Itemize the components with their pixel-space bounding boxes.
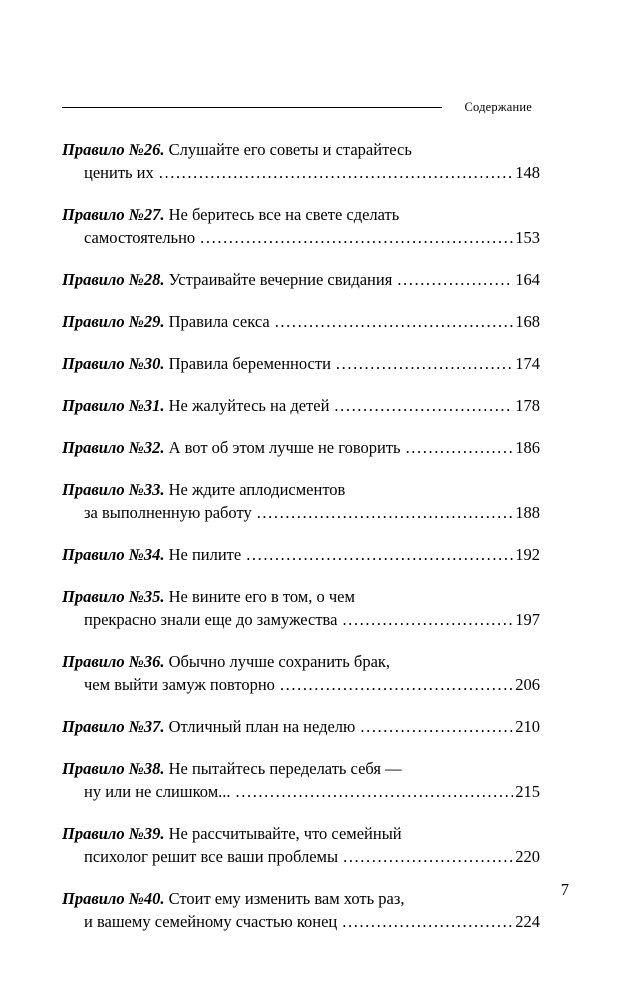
toc-entry-line bbox=[62, 478, 540, 501]
toc-entry-title-cont: прекрасно знали еще до замужества bbox=[84, 610, 338, 629]
toc-entry-title-cont: за выполненную работу bbox=[84, 503, 252, 522]
toc-leader-dots bbox=[334, 394, 513, 417]
toc-leader-dots bbox=[406, 436, 514, 459]
toc-entry-line bbox=[62, 394, 540, 417]
toc-entry-line bbox=[62, 887, 540, 910]
toc-entry-title: А вот об этом лучше не говорить bbox=[164, 438, 401, 457]
table-of-contents bbox=[62, 138, 540, 952]
toc-entry[interactable] bbox=[62, 203, 540, 249]
toc-entry[interactable] bbox=[62, 310, 540, 333]
toc-entry[interactable] bbox=[62, 650, 540, 696]
toc-entry-title-cont: ценить их bbox=[84, 163, 154, 182]
toc-entry-page-number: 174 bbox=[515, 354, 540, 373]
toc-leader-dots bbox=[397, 268, 513, 291]
toc-entry[interactable] bbox=[62, 394, 540, 417]
toc-leader-dots bbox=[280, 673, 513, 696]
toc-leader-dots bbox=[275, 310, 514, 333]
toc-entry-rule-label: Правило №32. bbox=[62, 438, 165, 457]
toc-entry-page-number: 210 bbox=[515, 717, 540, 736]
toc-entry-title: Правила секса bbox=[164, 312, 270, 331]
toc-entry-title: Отличный план на неделю bbox=[164, 717, 356, 736]
toc-leader-dots bbox=[360, 715, 513, 738]
toc-entry-title-cont: психолог решит все ваши проблемы bbox=[84, 847, 339, 866]
header-rule bbox=[62, 107, 442, 108]
toc-entry-line bbox=[62, 203, 540, 226]
toc-entry-page-number: 178 bbox=[515, 396, 540, 415]
toc-entry-rule-label: Правило №34. bbox=[62, 545, 165, 564]
toc-entry-title: Не вините его в том, о чем bbox=[164, 587, 355, 606]
toc-entry-rule-label: Правило №36. bbox=[62, 652, 165, 671]
toc-entry[interactable] bbox=[62, 757, 540, 803]
toc-entry-line bbox=[62, 436, 540, 459]
toc-entry-title: Не беритесь все на свете сделать bbox=[164, 205, 400, 224]
toc-entry-title: Обычно лучше сохранить брак, bbox=[164, 652, 391, 671]
toc-entry-line bbox=[62, 585, 540, 608]
toc-entry[interactable] bbox=[62, 138, 540, 184]
toc-entry-page-number: 168 bbox=[515, 312, 540, 331]
toc-entry-page-number: 215 bbox=[515, 782, 540, 801]
toc-entry-line bbox=[62, 673, 540, 696]
toc-entry-title-cont: и вашему семейному счастью конец bbox=[84, 912, 338, 931]
toc-entry-line bbox=[62, 501, 540, 524]
toc-entry-rule-label: Правило №31. bbox=[62, 396, 165, 415]
toc-entry-line bbox=[62, 822, 540, 845]
toc-leader-dots bbox=[257, 501, 514, 524]
toc-leader-dots bbox=[159, 161, 513, 184]
toc-entry[interactable] bbox=[62, 268, 540, 291]
toc-entry-title: Стоит ему изменить вам хоть раз, bbox=[164, 889, 405, 908]
toc-entry[interactable] bbox=[62, 822, 540, 868]
toc-entry[interactable] bbox=[62, 352, 540, 375]
toc-entry-title-cont: чем выйти замуж повторно bbox=[84, 675, 275, 694]
toc-leader-dots bbox=[246, 543, 513, 566]
toc-entry-line bbox=[62, 650, 540, 673]
toc-entry-line bbox=[62, 543, 540, 566]
toc-entry-page-number: 164 bbox=[515, 270, 540, 289]
toc-entry-line bbox=[62, 757, 540, 780]
toc-entry-title: Не рассчитывайте, что семейный bbox=[164, 824, 402, 843]
header-title: Содержание bbox=[464, 100, 532, 114]
toc-entry-title: Правила беременности bbox=[164, 354, 331, 373]
toc-entry-rule-label: Правило №30. bbox=[62, 354, 165, 373]
toc-entry-rule-label: Правило №33. bbox=[62, 480, 165, 499]
toc-entry-title: Слушайте его советы и старайтесь bbox=[164, 140, 412, 159]
toc-entry-page-number: 188 bbox=[515, 503, 540, 522]
toc-entry-line bbox=[62, 310, 540, 333]
toc-leader-dots bbox=[342, 910, 513, 933]
toc-entry[interactable] bbox=[62, 543, 540, 566]
toc-entry-line bbox=[62, 138, 540, 161]
toc-entry-rule-label: Правило №26. bbox=[62, 140, 165, 159]
toc-entry-page-number: 220 bbox=[515, 847, 540, 866]
toc-entry[interactable] bbox=[62, 715, 540, 738]
toc-entry-line bbox=[62, 268, 540, 291]
toc-entry-page-number: 153 bbox=[515, 228, 540, 247]
toc-entry-rule-label: Правило №28. bbox=[62, 270, 165, 289]
toc-entry-line bbox=[62, 608, 540, 631]
toc-entry-title: Не пытайтесь переделать себя — bbox=[164, 759, 402, 778]
toc-leader-dots bbox=[342, 608, 513, 631]
toc-entry-title: Не ждите аплодисментов bbox=[164, 480, 346, 499]
toc-entry-rule-label: Правило №38. bbox=[62, 759, 165, 778]
toc-entry[interactable] bbox=[62, 436, 540, 459]
toc-entry-line bbox=[62, 780, 540, 803]
toc-entry-page-number: 206 bbox=[515, 675, 540, 694]
toc-entry-page-number: 224 bbox=[515, 912, 540, 931]
toc-entry-rule-label: Правило №37. bbox=[62, 717, 165, 736]
page-number: 7 bbox=[560, 880, 569, 899]
toc-entry-rule-label: Правило №29. bbox=[62, 312, 165, 331]
toc-leader-dots bbox=[336, 352, 513, 375]
toc-entry-line bbox=[62, 226, 540, 249]
toc-leader-dots bbox=[200, 226, 513, 249]
toc-entry-line bbox=[62, 910, 540, 933]
toc-entry-page-number: 192 bbox=[515, 545, 540, 564]
toc-entry-page-number: 148 bbox=[515, 163, 540, 182]
toc-entry-line bbox=[62, 715, 540, 738]
toc-entry-title-cont: самостоятельно bbox=[84, 228, 196, 247]
toc-entry[interactable] bbox=[62, 585, 540, 631]
toc-entry-rule-label: Правило №39. bbox=[62, 824, 165, 843]
toc-leader-dots bbox=[236, 780, 514, 803]
toc-leader-dots bbox=[343, 845, 513, 868]
toc-entry[interactable] bbox=[62, 478, 540, 524]
toc-entry-line bbox=[62, 352, 540, 375]
toc-entry-title: Устраивайте вечерние свидания bbox=[164, 270, 393, 289]
toc-entry-line bbox=[62, 161, 540, 184]
toc-entry-rule-label: Правило №35. bbox=[62, 587, 165, 606]
toc-entry-page-number: 197 bbox=[515, 610, 540, 629]
toc-entry-rule-label: Правило №27. bbox=[62, 205, 165, 224]
page-header bbox=[62, 98, 532, 120]
toc-entry-title: Не пилите bbox=[164, 545, 242, 564]
toc-entry-title-cont: ну или не слишком... bbox=[84, 782, 231, 801]
toc-entry-title: Не жалуйтесь на детей bbox=[164, 396, 330, 415]
toc-entry-line bbox=[62, 845, 540, 868]
toc-entry[interactable] bbox=[62, 887, 540, 933]
toc-entry-rule-label: Правило №40. bbox=[62, 889, 165, 908]
toc-entry-page-number: 186 bbox=[515, 438, 540, 457]
